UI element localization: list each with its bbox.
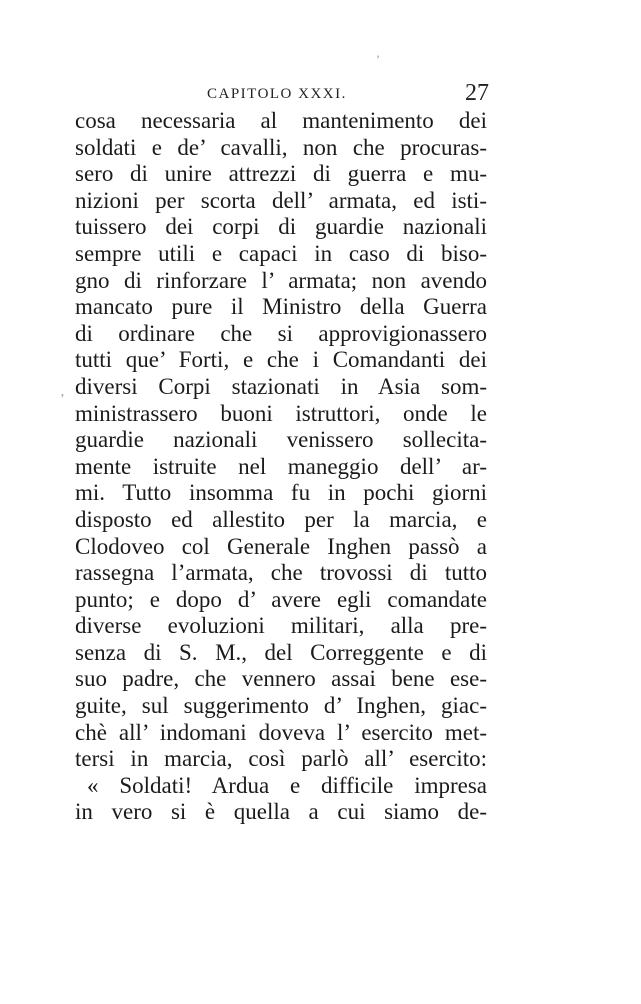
- text-line: « Soldati! Ardua e difficile impresa: [87, 772, 487, 798]
- text-line: mancato pure il Ministro della Guerra: [75, 294, 487, 320]
- text-line: ministrassero buoni istruttori, onde le: [75, 400, 487, 426]
- text-line: sero di unire attrezzi di guerra e mu-: [75, 161, 487, 187]
- text-line: Clodoveo col Generale Inghen passò a: [75, 533, 487, 559]
- text-line: guardie nazionali venissero sollecita-: [75, 427, 487, 453]
- margin-mark: ’: [60, 392, 65, 407]
- text-line: sempre utili e capaci in caso di biso-: [75, 240, 487, 266]
- text-line: mente istruite nel maneggio dell’ ar-: [75, 453, 487, 479]
- text-line: senza di S. M., del Correggente e di: [75, 639, 487, 665]
- text-line: tutti que’ Forti, e che i Comandanti dei: [75, 347, 487, 373]
- text-line: chè all’ indomani doveva l’ esercito met-: [75, 719, 487, 745]
- text-line: tuissero dei corpi di guardie nazionali: [75, 214, 487, 240]
- text-line: gno di rinforzare l’ armata; non avendo: [75, 267, 487, 293]
- body-text: [75, 108, 487, 826]
- page-number: 27: [465, 80, 489, 106]
- text-line: cosa necessaria al mantenimento dei: [75, 108, 487, 133]
- text-line: punto; e dopo d’ avere egli comandate: [75, 586, 487, 612]
- text-line: suo padre, che vennero assai bene ese-: [75, 666, 487, 692]
- text-line: mi. Tutto insomma fu in pochi giorni: [75, 480, 487, 506]
- text-line: nizioni per scorta dell’ armata, ed isti-: [75, 187, 487, 213]
- text-line: guite, sul suggerimento d’ Inghen, giac-: [75, 693, 487, 719]
- text-line: di ordinare che si approvigionassero: [75, 320, 487, 346]
- text-line: diversi Corpi stazionati in Asia som-: [75, 373, 487, 399]
- running-head: CAPITOLO XXXI.: [207, 86, 347, 102]
- text-line: diverse evoluzioni militari, alla pre-: [75, 613, 487, 639]
- text-line: in vero si è quella a cui siamo de-: [75, 799, 487, 825]
- text-line: soldati e de’ cavalli, non che procuras-: [75, 134, 487, 160]
- printing-speck: ’: [376, 52, 380, 66]
- page-header: [75, 82, 495, 108]
- text-line: tersi in marcia, così parlò all’ esercito:: [75, 746, 487, 772]
- text-line: rassegna l’armata, che trovossi di tutto: [75, 560, 487, 586]
- text-line: disposto ed allestito per la marcia, e: [75, 506, 487, 532]
